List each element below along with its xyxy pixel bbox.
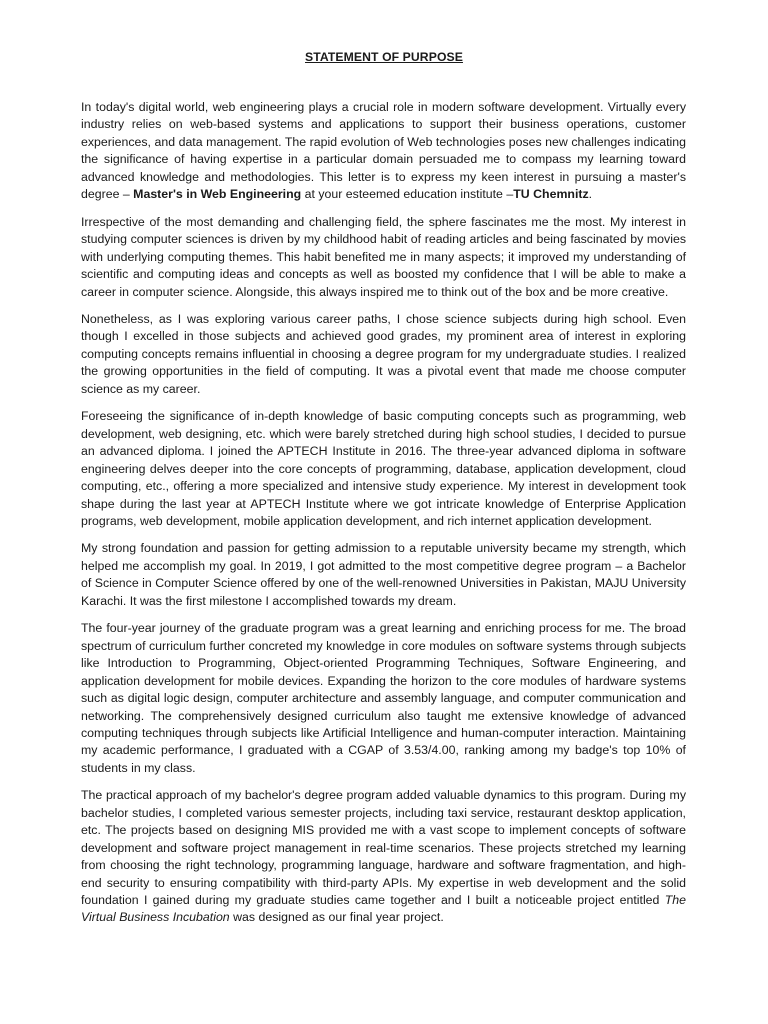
paragraph-career-choice: Nonetheless, as I was exploring various career paths, I chose science subjects during high school. Even though I excelled in those subjects and achieved good grades, my prominent area of interest in exploring computing concepts remains influential in choosing a degree program for my undergraduate studies. I realized the growing opportunities in the field of computing. It was a pivotal event that made me choose computer science as my career. bbox=[81, 311, 686, 396]
paragraph-graduate-program: The four-year journey of the graduate program was a great learning and enriching process for me. The broad spectrum of curriculum further concreted my knowledge in core modules on software systems through subjects like Introduction to Programming, Object-oriented Programming Techniques, Software Engineering, and application development for mobile devices. Expanding the horizon to the core modules of hardware systems such as digital logic design, computer architecture and assembly language, and computer communication and networking. The comprehensively designed curriculum also taught me extensive knowledge of advanced computing techniques through subjects like Artificial Intelligence and human-computer interaction. Maintaining my academic performance, I graduated with a CGAP of 3.53/4.00, ranking among my badge's top 10% of students in my class. bbox=[81, 621, 686, 775]
institute-name: TU Chemnitz bbox=[513, 187, 589, 202]
paragraph-motivation: Irrespective of the most demanding and challenging field, the sphere fascinates me the most. My interest in studying computer sciences is driven by my childhood habit of reading articles and being fascinated by movies with underlying computing themes. This habit benefited me in many aspects; it improved my understanding of scientific and computing ideas and concepts as well as boosted my confidence that I will be able to make a career in computer science. Alongside, this always inspired me to think out of the box and be more creative. bbox=[81, 214, 686, 299]
paragraph-admission: My strong foundation and passion for getting admission to a reputable university became my strength, which helped me accomplish my goal. In 2019, I got admitted to the most competitive degree program – a Bachelor of Science in Computer Science offered by one of the well-renowned Universities in Pakistan, MAJU University Karachi. It was the first milestone I accomplished towards my dream. bbox=[81, 541, 686, 608]
paragraph-diploma: Foreseeing the significance of in-depth knowledge of basic computing concepts such as programming, web development, web designing, etc. which were barely stretched during high school studies, I decided to pursue an advanced diploma. I joined the APTECH Institute in 2016. The three-year advanced diploma in software engineering delves deeper into the core concepts of programming, database, application development, cloud computing, etc., offering a more specialized and intensive study experience. My interest in development took shape during the last year at APTECH Institute where we got intricate knowledge of Enterprise Application programs, web development, mobile application development, and rich internet application development. bbox=[81, 409, 686, 528]
paragraph-projects-text-2: was designed as our final year project. bbox=[229, 910, 444, 925]
project-title: The Virtual Business Incubation bbox=[81, 893, 686, 925]
paragraph-intro-text-3: . bbox=[588, 187, 593, 202]
paragraph-intro-text: In today's digital world, web engineering plays a crucial role in modern software development. Virtually every industry relies on web-based systems and applications to support their business operations, customer experiences, and data management. The rapid evolution of Web technologies poses new challenges indicating the significance of having expertise in a particular domain persuaded me to compass my learning toward advanced knowledge and methodologies. This letter is to express my keen interest in pursuing a master's degree – bbox=[81, 100, 686, 202]
paragraph-projects bbox=[81, 787, 686, 927]
paragraph-intro bbox=[81, 99, 686, 204]
paragraph-projects-text: The practical approach of my bachelor's degree program added valuable dynamics to this program. During my bachelor studies, I completed various semester projects, including taxi service, restaurant desktop application, etc. The projects based on designing MIS provided me with a vast scope to implement concepts of software development and software project management in real-time scenarios. These projects stretched my learning from choosing the right technology, programming language, hardware and software fragmentation, and high-end security to ensuring compatibility with third-party APIs. My expertise in web development and the solid foundation I gained during my graduate studies came together and I built a noticeable project entitled bbox=[81, 788, 686, 908]
document-title: STATEMENT OF PURPOSE bbox=[305, 50, 463, 64]
paragraph-intro-text-2: at your esteemed education institute – bbox=[301, 187, 514, 202]
degree-name: Master's in Web Engineering bbox=[133, 187, 302, 202]
document-body bbox=[81, 99, 686, 937]
